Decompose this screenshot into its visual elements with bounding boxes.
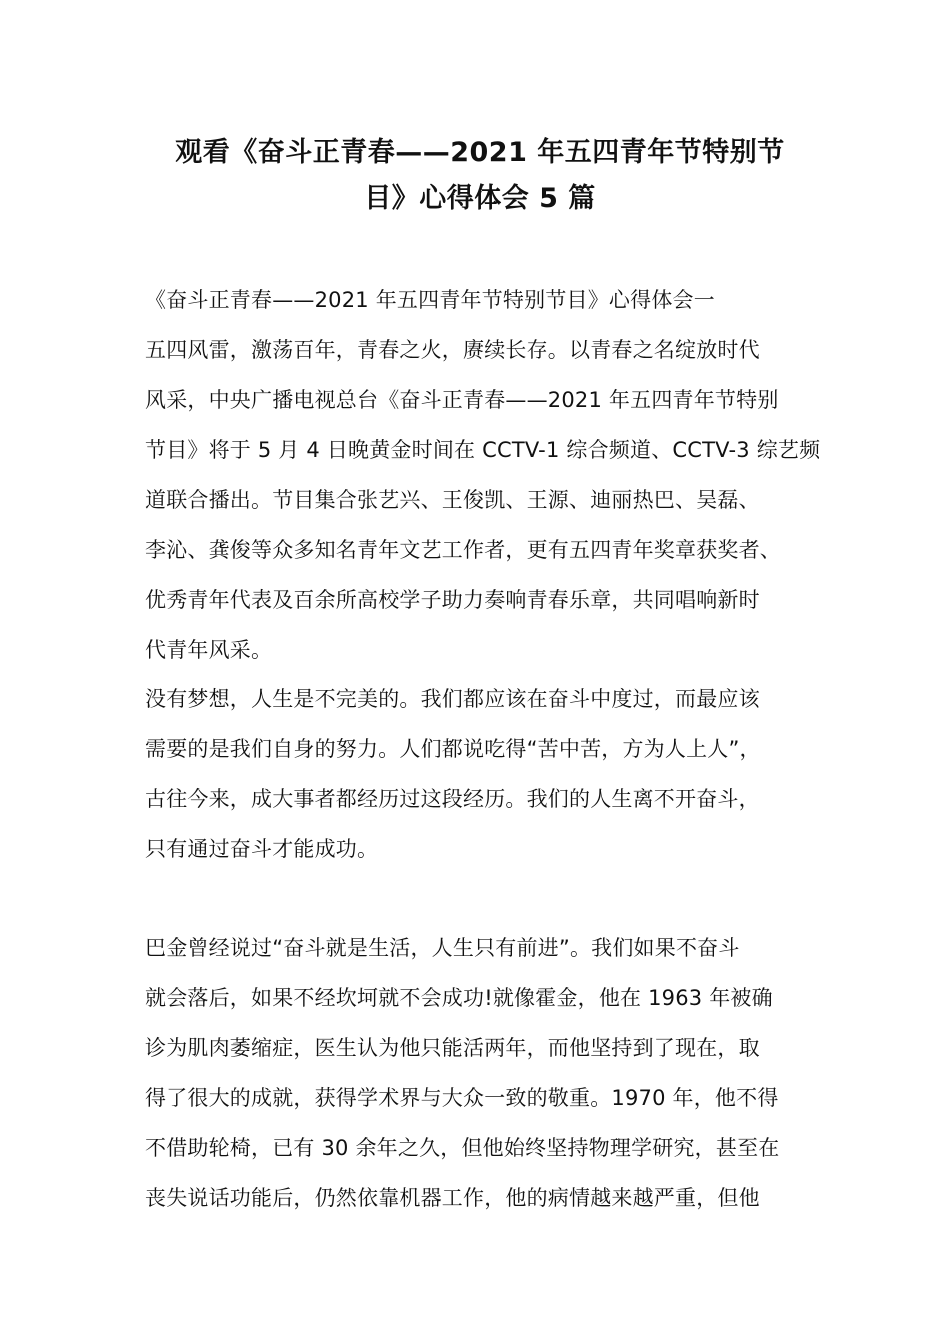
body-line: 巴金曾经说过“奋斗就是生活，人生只有前进”。我们如果不奋斗: [145, 936, 740, 960]
body-line: 李沁、龚俊等众多知名青年文艺工作者，更有五四青年奖章获奖者、: [145, 538, 781, 562]
body-line: 不借助轮椅，已有 30 余年之久，但他始终坚持物理学研究，甚至在: [145, 1136, 780, 1160]
section-heading: 《奋斗正青春——2021 年五四青年节特别节目》心得体会一: [145, 288, 715, 312]
body-line: 代青年风采。: [145, 638, 273, 662]
body-line: 就会落后，如果不经坎坷就不会成功!就像霍金，他在 1963 年被确: [145, 986, 773, 1010]
title-line-1: 观看《奋斗正青春——2021 年五四青年节特别节: [175, 137, 785, 168]
body-line: 节目》将于 5 月 4 日晚黄金时间在 CCTV-1 综合频道、CCTV-3 综艺频: [145, 438, 821, 462]
body-line: 诊为肌肉萎缩症，医生认为他只能活两年，而他坚持到了现在，取: [145, 1036, 760, 1060]
body-line: 古往今来，成大事者都经历过这段经历。我们的人生离不开奋斗，: [145, 787, 760, 811]
body-line: 得了很大的成就，获得学术界与大众一致的敬重。1970 年，他不得: [145, 1086, 779, 1110]
body-line: 需要的是我们自身的努力。人们都说吃得“苦中苦，方为人上人”，: [145, 737, 761, 761]
body-line: 道联合播出。节目集合张艺兴、王俊凯、王源、迪丽热巴、吴磊、: [145, 488, 760, 512]
body-line: 丧失说话功能后，仍然依靠机器工作，他的病情越来越严重，但他: [145, 1186, 760, 1210]
body-line: 风采，中央广播电视总台《奋斗正青春——2021 年五四青年节特别: [145, 388, 779, 412]
body-line: 只有通过奋斗才能成功。: [145, 837, 379, 861]
title-line-2: 目》心得体会 5 篇: [364, 183, 596, 214]
body-line: 五四风雷，激荡百年，青春之火，赓续长存。以青春之名绽放时代: [145, 338, 760, 362]
body-line: 优秀青年代表及百余所高校学子助力奏响青春乐章，共同唱响新时: [145, 588, 760, 612]
body-line: 没有梦想，人生是不完美的。我们都应该在奋斗中度过，而最应该: [145, 687, 760, 711]
document-title: [140, 130, 820, 222]
